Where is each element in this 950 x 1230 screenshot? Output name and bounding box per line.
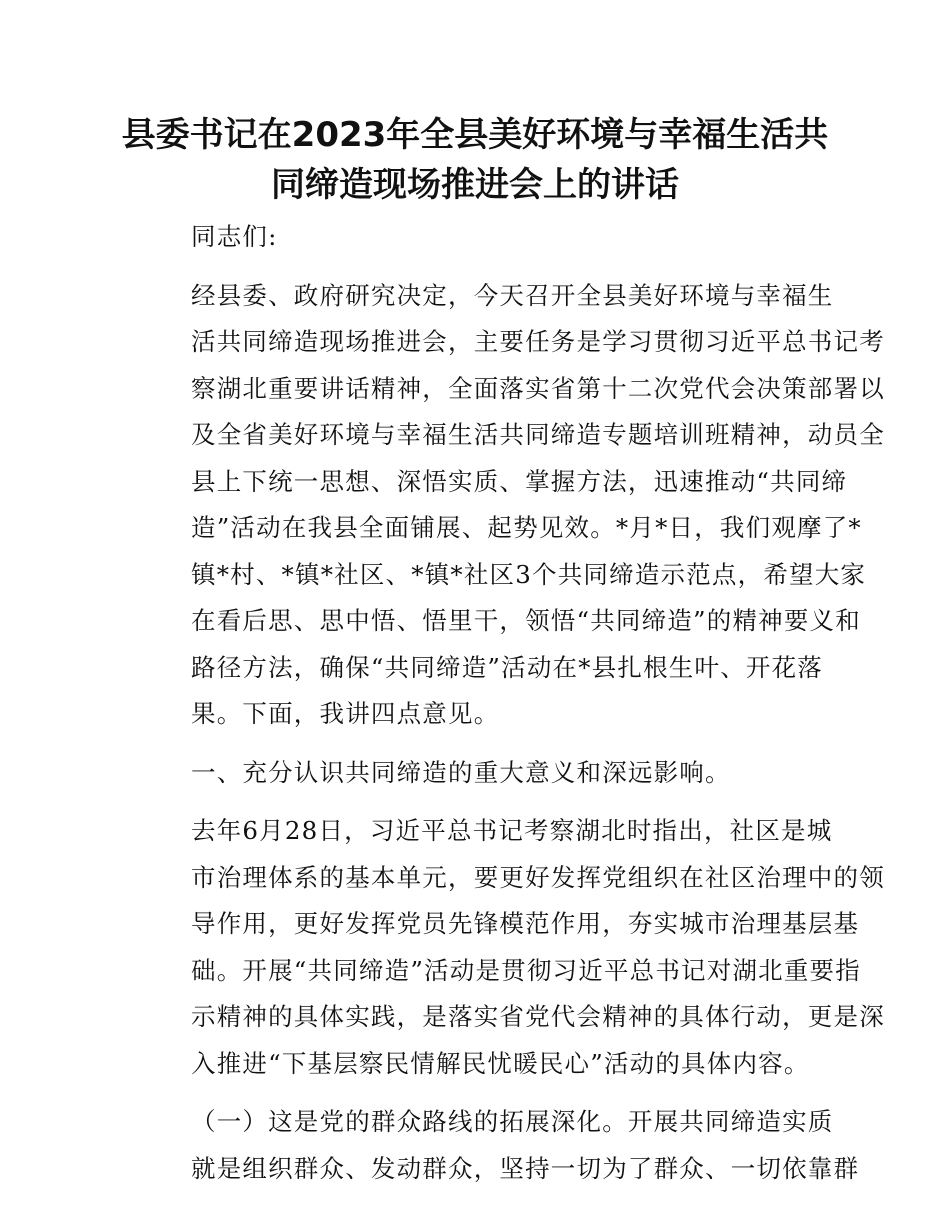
paragraph-line: 县上下统一思想、深悟实质、掌握方法，迅速推动“共同缔 xyxy=(191,466,848,496)
paragraph-line: 经县委、政府研究决定，今天召开全县美好环境与幸福生 xyxy=(191,280,834,310)
paragraph-line: 入推进“下基层察民情解民忧暖民心”活动的具体内容。 xyxy=(191,1048,810,1078)
paragraph-line: （一）这是党的群众路线的拓展深化。开展共同缔造实质 xyxy=(191,1107,834,1136)
paragraph-line: 镇*村、*镇*社区、*镇*社区3个共同缔造示范点，希望大家 xyxy=(191,559,867,589)
paragraph-line: 础。开展“共同缔造”活动是贯彻习近平总书记对湖北重要指 xyxy=(191,955,861,985)
salutation xyxy=(142,214,810,261)
paragraph-line: 及全省美好环境与幸福生活共同缔造专题培训班精神，动员全 xyxy=(191,420,885,449)
paragraph-line: 就是组织群众、发动群众，坚持一切为了群众、一切依靠群 xyxy=(191,1153,860,1183)
paragraph-3 xyxy=(142,1099,860,1192)
paragraph-line: 造”活动在我县全面铺展、起势见效。*月*日，我们观摩了* xyxy=(191,513,862,542)
section-heading-1 xyxy=(142,750,810,797)
paragraph-line: 示精神的具体实践，是落实省党代会精神的具体行动，更是深 xyxy=(191,1002,885,1031)
title-line-2: 同缔造现场推进会上的讲话 xyxy=(271,165,679,205)
paragraph-1 xyxy=(142,273,885,738)
section-heading-text: 一、充分认识共同缔造的重大意义和深远影响。 xyxy=(191,757,731,787)
paragraph-line: 活共同缔造现场推进会，主要任务是学习贯彻习近平总书记考 xyxy=(191,327,885,356)
paragraph-line: 去年6月28日，习近平总书记考察湖北时指出，社区是城 xyxy=(191,816,833,845)
document-body xyxy=(142,214,885,1192)
paragraph-line: 在看后思、思中悟、悟里干，领悟“共同缔造”的精神要义和 xyxy=(191,606,861,635)
paragraph-line: 导作用，更好发挥党员先锋模范作用，夯实城市治理基层基 xyxy=(191,909,860,938)
paragraph-line: 路径方法，确保“共同缔造”活动在*县扎根生叶、开花落 xyxy=(191,652,823,682)
document-title xyxy=(120,110,830,210)
title-line-1: 县委书记在2023年全县美好环境与幸福生活共 xyxy=(121,115,829,155)
paragraph-2 xyxy=(142,808,885,1087)
paragraph-line: 市治理体系的基本单元，要更好发挥党组织在社区治理中的领 xyxy=(191,862,885,892)
paragraph-line: 果。下面，我讲四点意见。 xyxy=(191,699,500,728)
paragraph-line: 察湖北重要讲话精神，全面落实省第十二次党代会决策部署以 xyxy=(191,373,885,403)
salutation-text: 同志们: xyxy=(191,222,278,251)
